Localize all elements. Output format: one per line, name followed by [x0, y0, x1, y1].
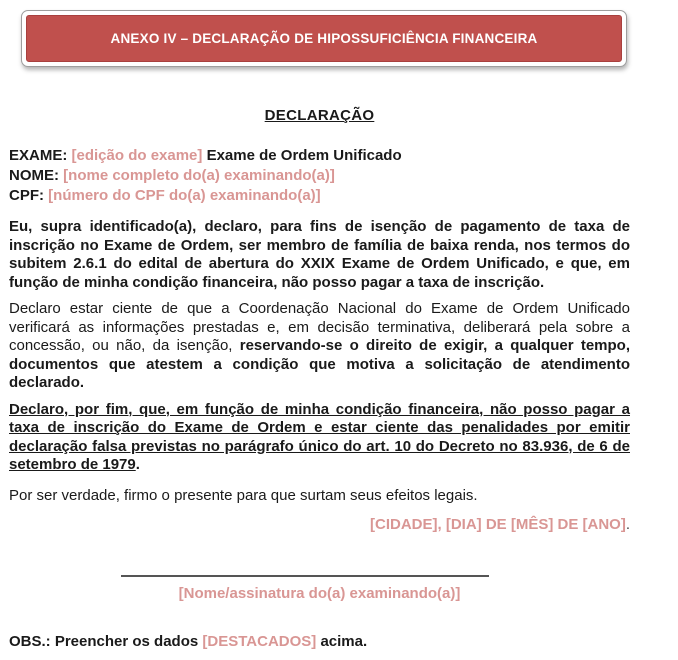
- paragraph-penalty-end: .: [135, 456, 140, 473]
- obs-suffix: acima.: [316, 633, 368, 650]
- obs-note: [9, 633, 630, 652]
- obs-highlight: [DESTACADOS]: [202, 633, 317, 650]
- field-exame-value: Exame de Ordem Unificado: [206, 147, 402, 164]
- header-banner: [21, 10, 627, 67]
- date-placeholder: [CIDADE], [DIA] DE [MÊS] DE [ANO]: [370, 516, 626, 533]
- fields-block: [9, 146, 630, 206]
- paragraph-verification-end: .: [79, 374, 85, 391]
- field-cpf: [9, 186, 630, 206]
- paragraph-verification: [9, 300, 630, 393]
- field-exame: [9, 146, 630, 166]
- field-nome: [9, 166, 630, 186]
- paragraph-penalty-underlined: Declaro, por fim, que, em função de minha condição financeira, não posso pagar a taxa de inscrição do Exame de Ordem e estar ciente das penalidades por emitir declaração falsa previstas no parágrafo único do art. 10 do Decreto no 83.936, de 6 de setembro de 1979: [9, 400, 630, 473]
- paragraph-penalty: [9, 401, 630, 475]
- paragraph-closing: Por ser verdade, firmo o presente para que surtam seus efeitos legais.: [9, 486, 478, 504]
- signature-line: [121, 575, 489, 577]
- field-nome-label: NOME:: [9, 167, 59, 184]
- paragraph-eligibility: Eu, supra identificado(a), declaro, para fins de isenção de pagamento de taxa de inscrição no Exame de Ordem, ser membro de família de baixa renda, nos termos do subitem 2.6.1 do edital de abertura do XXIX Exame de Ordem Unificado, e que, em função de minha condição financeira, não posso pagar a taxa de inscrição.: [9, 218, 630, 291]
- header-title: ANEXO IV – DECLARAÇÃO DE HIPOSSUFICIÊNCIA FINANCEIRA: [110, 31, 538, 46]
- signature-name-placeholder: [Nome/assinatura do(a) examinando(a)]: [178, 584, 461, 602]
- date-period: .: [625, 516, 630, 533]
- header-banner-inner: [26, 15, 622, 62]
- field-exame-label: EXAME:: [9, 147, 68, 164]
- field-cpf-label: CPF:: [9, 187, 44, 204]
- field-cpf-placeholder: [número do CPF do(a) examinando(a)]: [48, 187, 321, 204]
- signature-block: [9, 575, 630, 604]
- field-exame-placeholder: [edição do exame]: [71, 147, 203, 164]
- field-nome-placeholder: [nome completo do(a) examinando(a)]: [63, 167, 335, 184]
- date-placeholder-line: [9, 516, 630, 535]
- paragraph-verification-bold: reservando-se o direito de exigir, a qualquer tempo, documentos que atestem a condição que motiva a solicitação de atendimento declarado: [9, 337, 631, 391]
- doc-title-row: [9, 107, 630, 125]
- doc-title: DECLARAÇÃO: [264, 107, 375, 124]
- paragraph-verification-normal: Declaro estar ciente de que a Coordenação Nacional do Exame de Ordem Unificado verificará as informações prestadas e, em decisão terminativa, deliberará pela sobre a concessão, ou não, da isenção,: [9, 300, 630, 354]
- obs-prefix: OBS.: Preencher os dados: [9, 633, 203, 650]
